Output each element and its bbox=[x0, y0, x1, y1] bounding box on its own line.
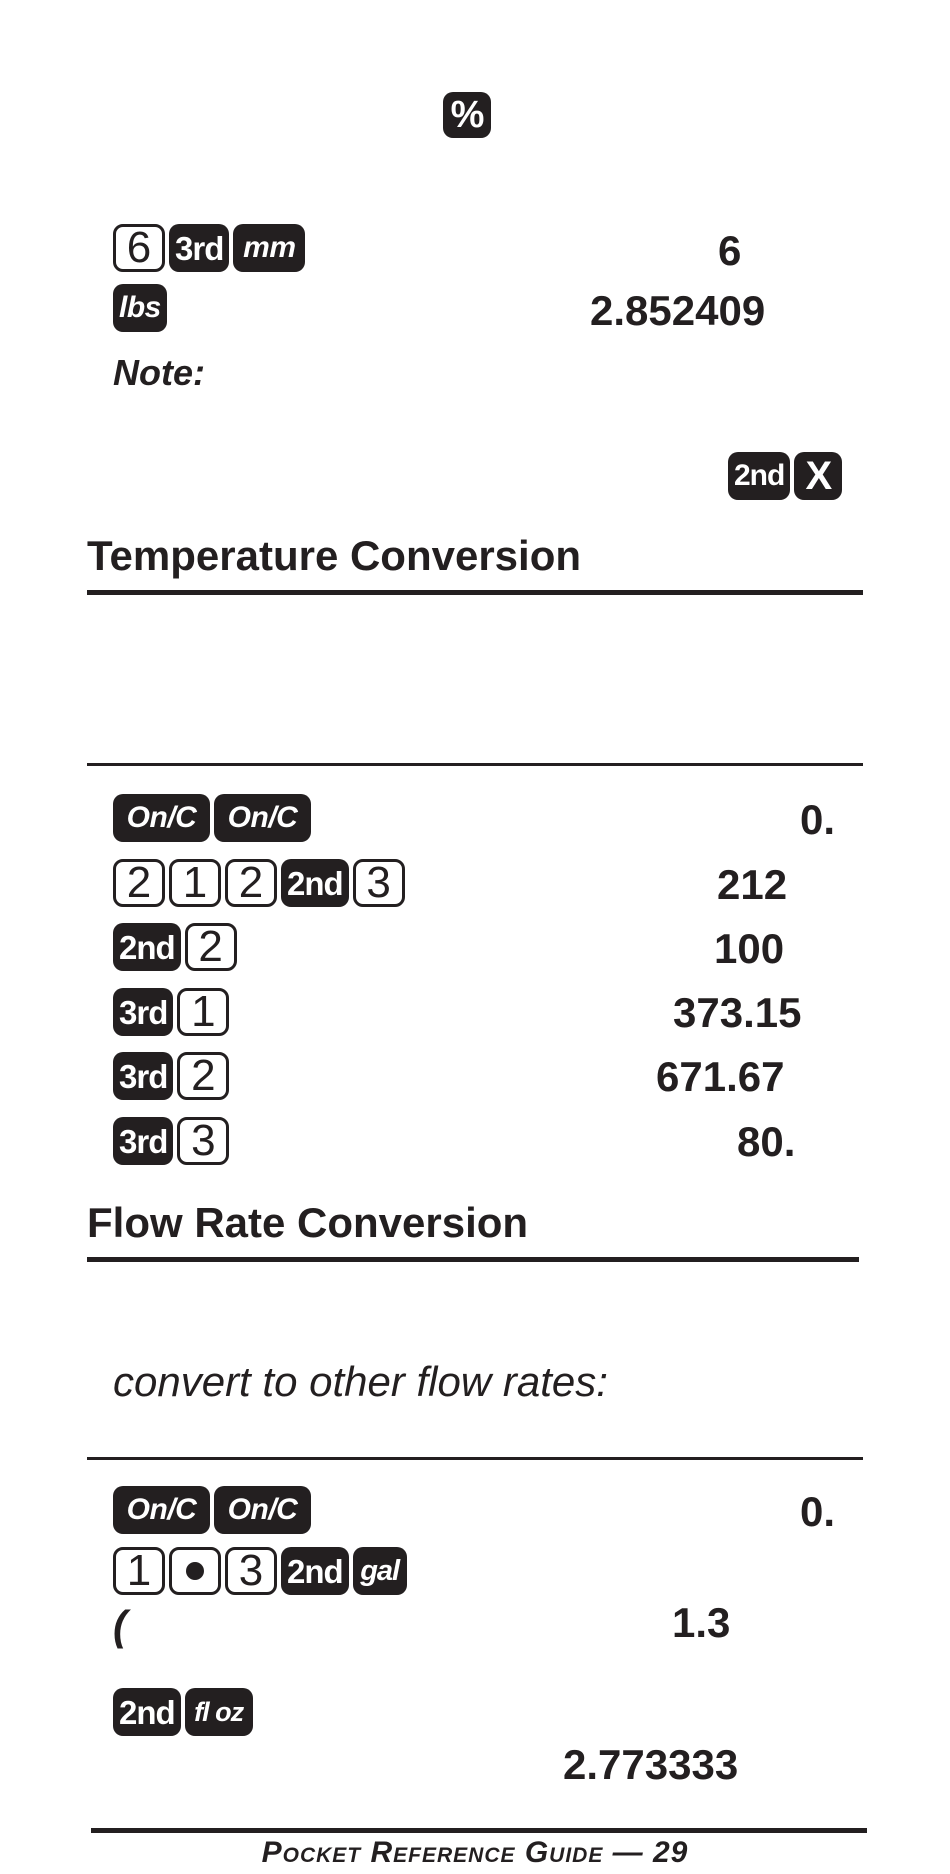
table-rule bbox=[87, 1457, 863, 1460]
keystroke-row bbox=[113, 1117, 229, 1165]
display-value: 6 bbox=[718, 227, 742, 274]
key-fl-oz[interactable]: fl oz bbox=[185, 1688, 253, 1736]
key-2nd[interactable]: 2nd bbox=[728, 452, 790, 500]
display-value: 373.15 bbox=[673, 989, 802, 1036]
display-value: 1.3 bbox=[672, 1599, 731, 1646]
keystroke-row bbox=[113, 284, 167, 332]
heading-rule bbox=[87, 1257, 859, 1262]
key-mm[interactable]: mm bbox=[233, 224, 305, 272]
keystroke-row bbox=[728, 452, 842, 500]
key-3rd[interactable]: 3rd bbox=[113, 1117, 173, 1165]
key-2[interactable]: 2 bbox=[113, 859, 165, 907]
key-on-c[interactable]: On/C bbox=[214, 1486, 311, 1534]
display-value: 2.773333 bbox=[563, 1741, 739, 1788]
display-value: 212 bbox=[717, 861, 788, 908]
section-heading: Temperature Conversion bbox=[87, 532, 582, 579]
keystroke-row bbox=[113, 1688, 253, 1736]
key-on-c[interactable]: On/C bbox=[113, 1486, 210, 1534]
key-3[interactable]: 3 bbox=[177, 1117, 229, 1165]
key-2[interactable]: 2 bbox=[177, 1052, 229, 1100]
key-lbs[interactable]: lbs bbox=[113, 284, 167, 332]
footer-rule bbox=[91, 1828, 867, 1833]
display-value: 671.67 bbox=[656, 1053, 785, 1100]
display-value: 0. bbox=[800, 796, 836, 843]
display-value: 100 bbox=[714, 925, 785, 972]
keystroke-row bbox=[113, 923, 237, 971]
key-2nd[interactable]: 2nd bbox=[113, 1688, 181, 1736]
key-on-c[interactable]: On/C bbox=[214, 794, 311, 842]
percent-key-row bbox=[443, 92, 491, 138]
key-2[interactable]: 2 bbox=[225, 859, 277, 907]
key-6[interactable]: 6 bbox=[113, 224, 165, 272]
key-decimal[interactable] bbox=[169, 1547, 221, 1595]
heading-rule bbox=[87, 590, 863, 595]
key-2[interactable]: 2 bbox=[185, 923, 237, 971]
key-gal[interactable]: gal bbox=[353, 1547, 407, 1595]
keystroke-row bbox=[113, 224, 305, 272]
key-2nd[interactable]: 2nd bbox=[281, 1547, 349, 1595]
keystroke-row bbox=[113, 1052, 229, 1100]
section-heading: Flow Rate Conversion bbox=[87, 1199, 529, 1246]
key-1[interactable]: 1 bbox=[169, 859, 221, 907]
percent-key[interactable]: % bbox=[443, 92, 491, 138]
keystroke-row bbox=[113, 859, 405, 907]
keystroke-row bbox=[113, 1547, 407, 1595]
key-3rd[interactable]: 3rd bbox=[113, 1052, 173, 1100]
key-x[interactable]: X bbox=[794, 452, 842, 500]
key-2nd[interactable]: 2nd bbox=[281, 859, 349, 907]
keystroke-row bbox=[113, 988, 229, 1036]
key-1[interactable]: 1 bbox=[177, 988, 229, 1036]
display-value: 80. bbox=[737, 1118, 796, 1165]
keystroke-row bbox=[113, 1486, 311, 1534]
key-on-c[interactable]: On/C bbox=[113, 794, 210, 842]
keystroke-row bbox=[113, 794, 311, 842]
key-2nd[interactable]: 2nd bbox=[113, 923, 181, 971]
key-3rd[interactable]: 3rd bbox=[169, 224, 229, 272]
table-rule bbox=[87, 763, 863, 766]
display-value: 0. bbox=[800, 1488, 836, 1535]
paren-text: ( bbox=[113, 1602, 127, 1649]
key-3rd[interactable]: 3rd bbox=[113, 988, 173, 1036]
page-footer: Pocket Reference Guide — 29 bbox=[261, 1836, 689, 1869]
key-3[interactable]: 3 bbox=[225, 1547, 277, 1595]
intro-text: convert to other flow rates: bbox=[113, 1358, 608, 1405]
display-value: 2.852409 bbox=[590, 287, 766, 334]
key-3[interactable]: 3 bbox=[353, 859, 405, 907]
note-label: Note: bbox=[113, 352, 205, 393]
decimal-dot-icon bbox=[186, 1562, 204, 1580]
key-1[interactable]: 1 bbox=[113, 1547, 165, 1595]
